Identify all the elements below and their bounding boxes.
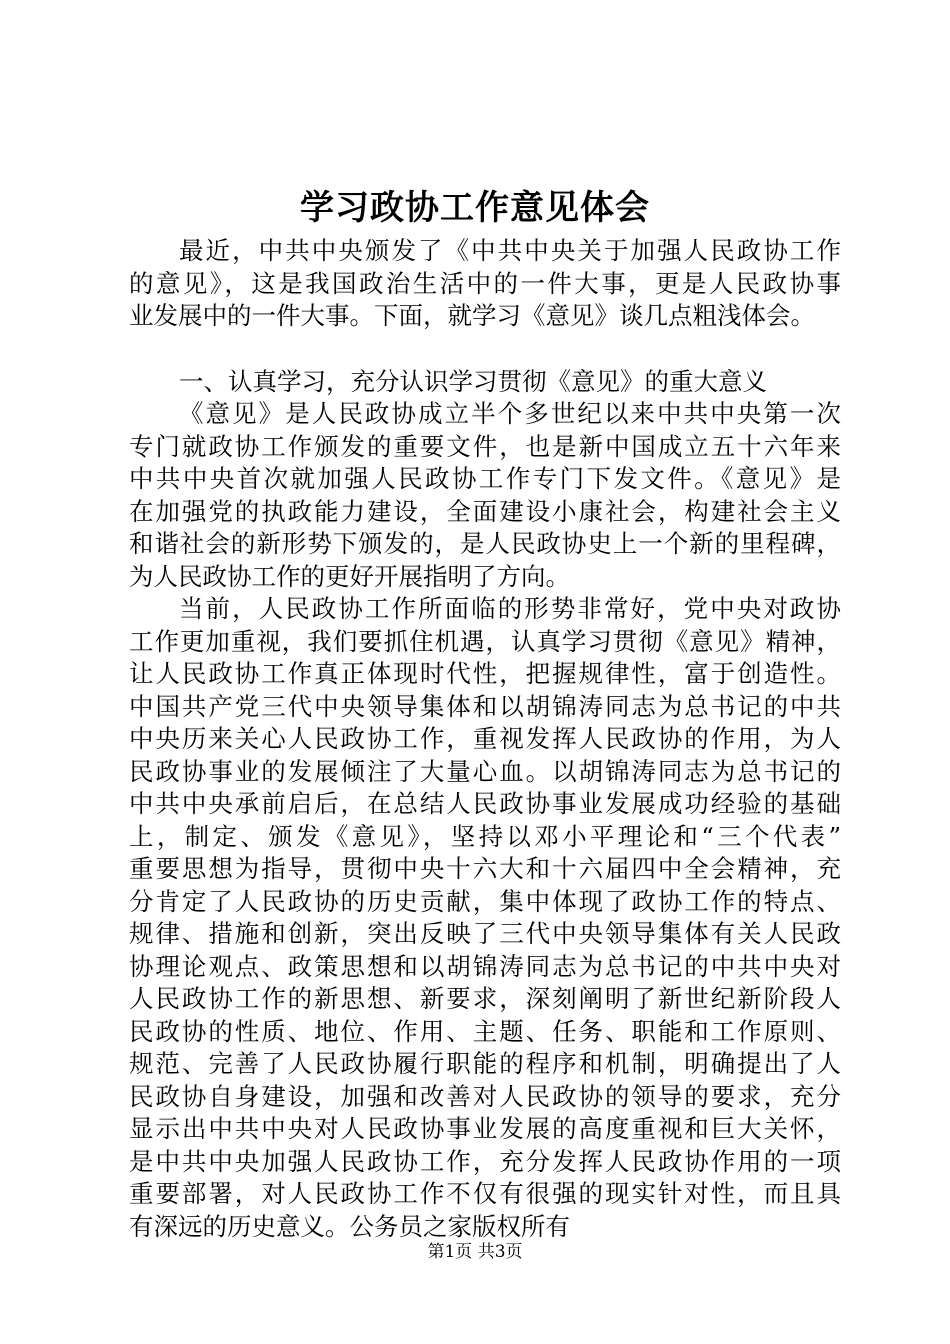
paragraph-line: 重要思想为指导，贯彻中央十六大和十六届四中全会精神，充 [129, 854, 841, 883]
paragraph-line: 中共中央首次就加强人民政协工作专门下发文件。《意见》是 [129, 464, 841, 493]
paragraph-line: 的意见》，这是我国政治生活中的一件大事，更是人民政协事 [129, 268, 841, 298]
paragraph-line: 当前，人民政协工作所面临的形势非常好，党中央对政协 [179, 594, 841, 623]
paragraph-line: 专门就政协工作颁发的重要文件，也是新中国成立五十六年来 [129, 431, 841, 461]
paragraph-line: 在加强党的执政能力建设，全面建设小康社会，构建社会主义 [129, 496, 841, 526]
paragraph-line: 民政协自身建设，加强和改善对人民政协的领导的要求，充分 [129, 1081, 841, 1111]
section-heading: 一、认真学习，充分认识学习贯彻《意见》的重大意义 [179, 366, 767, 396]
paragraph-line: 为人民政协工作的更好开展指明了方向。 [129, 561, 570, 591]
paragraph-line: 人民政协工作的新思想、新要求，深刻阐明了新世纪新阶段人 [129, 984, 841, 1013]
paragraph-line: 中共中央承前启后，在总结人民政协事业发展成功经验的基础 [129, 789, 841, 818]
paragraph-line: 协理论观点、政策思想和以胡锦涛同志为总书记的中共中央对 [129, 951, 841, 981]
paragraph-line: 重要部署，对人民政协工作不仅有很强的现实针对性，而且具 [129, 1179, 841, 1208]
paragraph-line: 规范、完善了人民政协履行职能的程序和机制，明确提出了人 [129, 1049, 841, 1078]
paragraph-line: 是中共中央加强人民政协工作，充分发挥人民政协作用的一项 [129, 1146, 841, 1176]
paragraph-line: 规律、措施和创新，突出反映了三代中央领导集体有关人民政 [129, 919, 841, 948]
page-number-footer: 第1页 共3页 [427, 1242, 523, 1262]
paragraph-gap [129, 333, 841, 366]
document-title: 学习政协工作意见体会 [300, 188, 650, 228]
paragraph-line: 业发展中的一件大事。下面，就学习《意见》谈几点粗浅体会。 [129, 301, 815, 330]
paragraph-line: 让人民政协工作真正体现时代性，把握规律性，富于创造性。 [129, 659, 841, 688]
paragraph-line: 中央历来关心人民政协工作，重视发挥人民政协的作用，为人 [129, 724, 841, 753]
paragraph-line: 《意见》是人民政协成立半个多世纪以来中共中央第一次 [179, 399, 841, 428]
paragraph-line: 和谐社会的新形势下颁发的，是人民政协史上一个新的里程碑， [129, 529, 841, 558]
paragraph-line: 上，制定、颁发《意见》，坚持以邓小平理论和“三个代表” [129, 821, 841, 851]
paragraph-line: 民政协事业的发展倾注了大量心血。以胡锦涛同志为总书记的 [129, 756, 841, 786]
paragraph-line: 民政协的性质、地位、作用、主题、任务、职能和工作原则、 [129, 1016, 841, 1046]
paragraph-line: 最近，中共中央颁发了《中共中央关于加强人民政协工作 [179, 236, 841, 265]
paragraph-line: 工作更加重视，我们要抓住机遇，认真学习贯彻《意见》精神， [129, 626, 841, 656]
paragraph-line: 中国共产党三代中央领导集体和以胡锦涛同志为总书记的中共 [129, 691, 841, 721]
paragraph-line: 分肯定了人民政协的历史贡献，集中体现了政协工作的特点、 [129, 886, 841, 916]
document-body [129, 235, 841, 1243]
paragraph-line: 显示出中共中央对人民政协事业发展的高度重视和巨大关怀， [129, 1114, 841, 1143]
paragraph-line: 有深远的历史意义。公务员之家版权所有 [129, 1211, 570, 1241]
